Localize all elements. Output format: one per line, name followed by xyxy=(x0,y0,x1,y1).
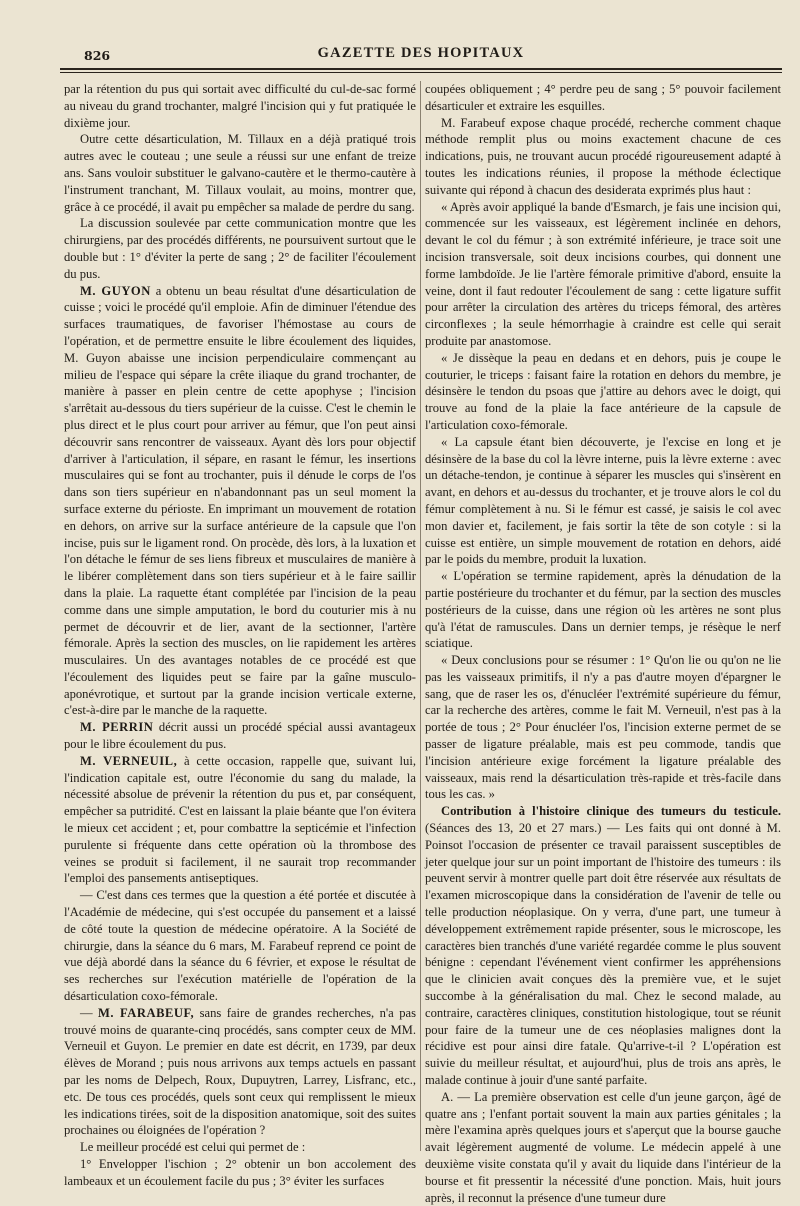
paragraph xyxy=(425,115,781,199)
paragraph xyxy=(64,719,416,753)
paragraph-text: sans faire de grandes recherches, n'a pas trouvé moins de quarante-cinq procédés, sans compter ceux de MM. Verneuil et Guyon. Le premier en date est décrit, en 1739, par deux élèves de Morand ; puis nous arrivons aux temps actuels en passant par les noms de Delpech, Roux, Dupuytren, Larrey, Lisfranc, etc., etc. De tous ces procédés, quels sont ceux qui remplissent le mieux les indications tirées, soit de la disposition anatomique, soit des suites prochaines ou éloignées de l'opération ? xyxy=(64,1005,416,1138)
paragraph-text: décrit aussi un procédé spécial aussi avantageux pour le libre écoulement du pus. xyxy=(64,720,417,752)
paragraph xyxy=(425,81,781,115)
paragraph-text: M. Farabeuf expose chaque procédé, recherche comment chaque méthode remplit plus ou moins exactement chacune de ces indications, puis, ne trouvant aucun procédé rigoureusement adapté à toutes les indications réunies, il propose la méthode éclectique suivante qui répond à chacun des desiderata exprimés plus haut : xyxy=(425,115,781,197)
paragraph-text: « Après avoir appliqué la bande d'Esmarch, je fais une incision qui, commencée sur les vaisseaux, est légèrement inclinée en dehors, devant le col du fémur ; à son extrémité inférieure, je trace soit une incision transversale, soit deux incisions courbes, qui donnent une forme lambdoïde. Je lie l'artère fémorale primitive d'abord, ensuite la veine, dont il faut redouter l'écoulement de sang : cette ligature suffit pour arrêter la circulation des artères du triceps fémoral, des artères circonflexes ; la seule hémorrhagie à craindre est celle qui serait produite par anastomose. xyxy=(425,199,781,348)
speaker-name: M. VERNEUIL, xyxy=(80,753,178,768)
paragraph-text: « La capsule étant bien découverte, je l'excise en long et je désinsère de la base du col la lèvre interne, puis la lèvre externe : avec un détache-tendon, je continue à séparer les muscles qui s'insèrent en avant, en dehors et au-dessus du trochanter, et je trouve alors le col du fémur complètement à nu. Si le fémur est cassé, je saisis le col avec mon davier et, facilement, je fais sortir la tête de son cotyle : si la cuisse est entière, un simple mouvement de rotation en dehors, aidé par le poids du membre, produit la luxation. xyxy=(425,434,781,567)
page-number: 826 xyxy=(84,48,111,63)
paragraph-text: Le meilleur procédé est celui qui permet de : xyxy=(80,1140,306,1155)
speaker-name: M. FARABEUF, xyxy=(98,1005,195,1020)
paragraph xyxy=(425,350,781,434)
paragraph-text: La discussion soulevée par cette communication montre que les chirurgiens, par des procédés différents, ne poursuivent surtout que le double but : 1° d'éviter la perte de sang ; 2° de faciliter l'écoulement du pus. xyxy=(64,216,416,281)
right-column xyxy=(425,81,781,1205)
paragraph xyxy=(425,434,781,568)
paragraph xyxy=(425,568,781,652)
speaker-name: M. PERRIN xyxy=(80,720,154,735)
paragraph-text: « Deux conclusions pour se résumer : 1° Qu'on lie ou qu'on ne lie pas les vaisseaux primitifs, il n'y a pas d'autre moyen d'épargner le sang, que de raser les os, d'énucléer l'extrémité supérieure du fémur, car la recherche des artères, comme le fait M. Verneuil, n'est pas à la portée de tous ; 2° Pour énucléer l'os, l'incision externe permet de se passer de ligature préalable, mais est peu commode, tandis que l'incision antérieure exige forcément la ligature préalable des vaisseaux, mais rend la désarticulation très-rapide et très-facile dans tous les cas. » xyxy=(425,653,781,802)
paragraph-text: « Je dissèque la peau en dedans et en dehors, puis je coupe le couturier, le triceps : faisant faire la rotation en dehors du membre, je désinsère le tendon du psoas que j'attire au dehors avec le doigt, qui trouve au fond de la plaie la face antérieure de la capsule de l'articulation coxo-fémorale. xyxy=(425,350,781,432)
paragraph-text: A. — La première observation est celle d'un jeune garçon, âgé de quatre ans ; l'enfant portait souvent la main aux parties génitales ; la mère l'examina après quelques jours et s'aperçut que la bourse gauche avait légèrement augmenté de volume. Le médecin appelé à une deuxième visite constata qu'il y avait du liquide dans l'intérieur de la bourse et fit pressentir la nécessité d'une ponction. Mais, huit jours après, il reconnut la présence d'une tumeur dure xyxy=(425,1089,781,1205)
paragraph-text: a obtenu un beau résultat d'une désarticulation de cuisse ; voici le procédé qu'il emploie. Afin de diminuer l'étendue des surfaces traumatiques, de favoriser l'hémostase au cours de l'opération, et de permettre ensuite le libre écoulement des liquides, M. Guyon abaisse une incision perpendiculaire commençant au milieu de l'espace qui sépare la crête iliaque du grand trochanter, de manière à passer en plein centre de cette apophyse ; l'incision s'arrêtait au-dessous du tiers supérieur de la cuisse. C'est le chemin le plus direct et le plus court pour arriver au fémur, que l'on peut ainsi découvrir sans rencontrer de vaisseaux. Ayant dès lors pour objectif d'arriver à l'articulation, il sépare, en rasant le fémur, les insertions musculaires qui se font au trochanter, puis il dénude le corps de l'os dans son tiers supérieur en n'abandonnant pas un seul moment la surface externe du périoste. En imprimant un mouvement de rotation en dehors, on arrive sur la surface antérieure de la capsule que l'on incise, puis sur le ligament rond. On procède, dès lors, à la luxation et l'on détache le fémur de ses liens fibreux et musculaires de manière à le libérer complètement dans son tiers supérieur et à le faire saillir dans la plaie. La raquette étant complétée par l'incision de la peau comme dans une simple amputation, le bord du couturier mis à nu permet de découvrir et de lier, avant de la sectionner, l'artère fémorale. Après la section des muscles, on lie rapidement les artères musculaires. Un des avantages notables de ce procédé est que l'écoulement des liquides peut se faire par la gaîne musculo-aponévrotique, et surtout par la grande incision verticale externe, c'est-à-dire par le manche de la raquette. xyxy=(64,283,417,718)
left-column xyxy=(64,81,417,1188)
paragraph-text: — C'est dans ces termes que la question a été portée et discutée à l'Académie de médecine, qui s'est occupée du pansement et a laissé de côté toute la question de médecine opératoire. A la Société de chirurgie, dans la séance du 6 mars, M. Farabeuf reprend ce point de vue déjà abordé dans la séance du 6 février, et expose le résultat de ses recherches sur l'exécution matérielle de l'opération de la désarticulation coxo-fémorale. xyxy=(64,888,416,1004)
dash-prefix: — xyxy=(80,1005,99,1020)
paragraph-text: 1° Envelopper l'ischion ; 2° obtenir un bon accolement des lambeaux et un écoulement facile du pus ; 3° éviter les surfaces xyxy=(64,1157,416,1188)
paragraph xyxy=(64,215,416,282)
paragraph xyxy=(64,753,416,887)
paragraph xyxy=(425,1089,781,1206)
header-rule-thin xyxy=(60,72,782,73)
paragraph xyxy=(64,81,416,131)
page-header xyxy=(60,40,782,66)
journal-title: GAZETTE DES HOPITAUX xyxy=(317,45,525,61)
paragraph xyxy=(64,283,416,720)
section-heading: Contribution à l'histoire clinique des tumeurs du testicule. xyxy=(441,804,781,819)
paragraph xyxy=(425,652,781,803)
paragraph xyxy=(64,1139,416,1156)
header-rule-thick xyxy=(60,68,782,70)
paragraph xyxy=(64,131,416,215)
column-divider xyxy=(420,81,421,1151)
paragraph-text: « L'opération se termine rapidement, après la dénudation de la partie postérieure du trochanter et du fémur, par la section des muscles postérieurs de la cuisse, dans une région où les artères ne sont plus qu'à l'état de ramuscules. Dans un dernier temps, je résèque le nerf sciatique. xyxy=(425,569,781,651)
paragraph xyxy=(425,803,781,1089)
paragraph xyxy=(64,1156,416,1190)
speaker-name: M. GUYON xyxy=(80,283,151,298)
paragraph xyxy=(425,199,781,350)
paragraph xyxy=(64,1005,416,1139)
paragraph xyxy=(64,887,416,1005)
paragraph-text: coupées obliquement ; 4° perdre peu de sang ; 5° pouvoir facilement désarticuler et extraire les esquilles. xyxy=(425,82,781,113)
paragraph-text: Outre cette désarticulation, M. Tillaux en a déjà pratiqué trois autres avec le couteau ; une seule a réussi sur une enfant de treize ans. Sans vouloir substituer le galvano-cautère et le thermo-cautère à l'instrument tranchant, M. Tillaux voulait, au moins, montrer que, grâce à ce procédé, il avait pu empêcher sa malade de perdre du sang. xyxy=(64,132,416,214)
paragraph-text: à cette occasion, rappelle que, suivant lui, l'indication capitale est, outre l'économie du sang du malade, la nécessité absolue de prévenir la rétention du pus et, par conséquent, empêcher sa putridité. C'est en laissant la plaie béante que l'on évitera le mieux cet accident ; et, pour combattre la septicémie et l'infection purulente si fréquente dans cette opération où la thrombose des veines se produit si facilement, il ne saurait trop recommander l'emploi des pansements antiseptiques. xyxy=(64,753,416,886)
paragraph-text: (Séances des 13, 20 et 27 mars.) — Les faits qui ont donné à M. Poinsot l'occasion de présenter ce travail paraissent susceptibles de jeter quelque jour sur un point important de l'histoire des tumeurs : ils peuvent servir à montrer quelle part doit être réservée aux résultats de l'examen microscopique dans la considération de l'avenir de telle ou telle production néoplasique. On y verra, d'une part, une tumeur à développement extrêmement rapide présenter, sous le microscope, les caractères bien tranchés d'une variété regardée comme le plus souvent bénigne : cependant l'événement vient confirmer les appréhensions que le clinicien avait conçues dès la première vue, et le sujet succombe à la généralisation du mal. Chez le second malade, au contraire, caractères cliniques, constitution histologique, tout se réunit pour faire de la tumeur une de ces néoplasies malignes dont la récidive est pour ainsi dire fatale. Qu'arrive-t-il ? L'opération est suivie du meilleur résultat, et aujourd'hui, plus de trois ans après, le malade continue à jouir d'une santé parfaite. xyxy=(425,821,781,1088)
paragraph-text: par la rétention du pus qui sortait avec difficulté du cul-de-sac formé au niveau du grand trochanter, malgré l'incision qui y fut pratiquée le dixième jour. xyxy=(64,82,416,130)
